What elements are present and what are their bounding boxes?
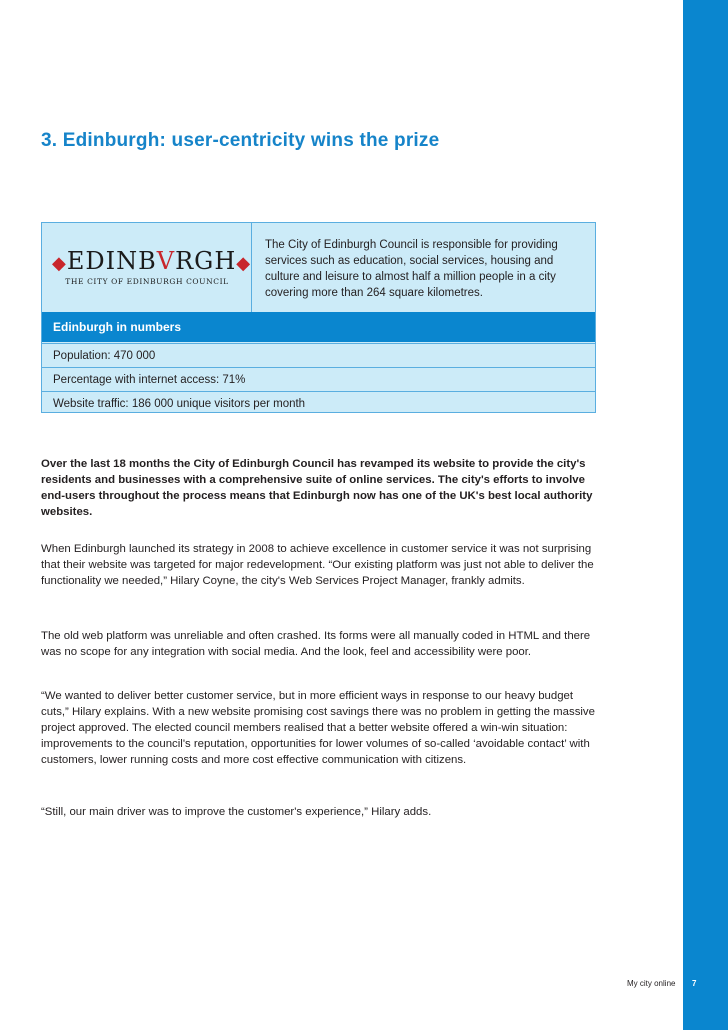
body-paragraph-1: When Edinburgh launched its strategy in 2008 to achieve excellence in customer service it was not surprising that their website was targeted for major redevelopment. “Our existing platform was just not able to deliver the functionality we needed,” Hilary Coyne, the city's Web Services Project Manager, frankly admits. <box>41 543 594 587</box>
body-paragraph-3: “We wanted to deliver better customer service, but in more efficient ways in response to our heavy budget cuts,” Hilary explains. With a new website promising cost savings there was no problem in getting the massive project approved. The elected council members realised that a better website offered a win-win situation: improvements to the council's reputation, opportunities for lower volumes of so-called ‘avoidable contact’ with customers, lower running costs and more cost effective communication with citizens. <box>41 690 595 766</box>
logo-wordmark: ◆EDINBVRGH◆ <box>52 247 252 275</box>
stat-internet-access: Percentage with internet access: 71% <box>42 367 595 391</box>
stat-population: Population: 470 000 <box>42 343 595 367</box>
side-accent-bar <box>683 0 728 1030</box>
edinburgh-logo <box>42 223 252 312</box>
logo-main-text: EDINBVRGH <box>66 247 237 275</box>
section-heading: 3. Edinburgh: user-centricity wins the prize <box>41 130 440 151</box>
logo-subtitle: THE CITY OF EDINBURGH COUNCIL <box>65 277 229 286</box>
body-paragraph-2: The old web platform was unreliable and often crashed. Its forms were all manually coded in HTML and there was no scope for any integration with social media. And the look, feel and accessibility were poor. <box>41 630 591 658</box>
council-description: The City of Edinburgh Council is responsible for providing services such as education, social services, housing and culture and leisure to almost half a million people in a city covering more than 264 square kilometres. <box>265 239 558 299</box>
logo-red-letter: V <box>156 247 176 275</box>
footer-label: My city online <box>627 979 676 988</box>
numbers-header: Edinburgh in numbers <box>42 312 595 342</box>
city-info-box <box>41 222 596 413</box>
stat-website-traffic: Website traffic: 186 000 unique visitors per month <box>42 391 595 415</box>
body-paragraph-4: “Still, our main driver was to improve the customer's experience,” Hilary adds. <box>41 806 432 818</box>
page-number: 7 <box>692 979 697 988</box>
intro-paragraph: Over the last 18 months the City of Edinburgh Council has revamped its website to provide the city's residents and businesses with a comprehensive suite of online services. The city's efforts to involve end-users throughout the process means that Edinburgh now has one of the UK's best local authority websites. <box>41 458 593 518</box>
